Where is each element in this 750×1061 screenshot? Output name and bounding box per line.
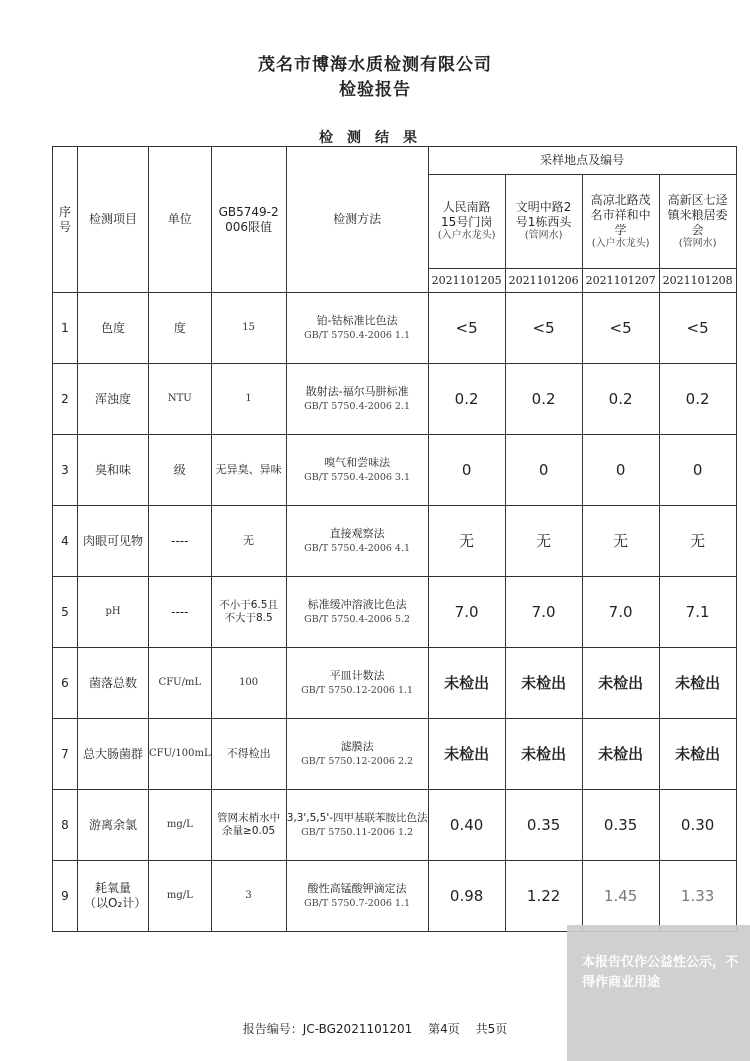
row-limit: 管网末梢水中余量≥0.05 [211, 790, 286, 861]
site-code: 2021101207 [582, 269, 659, 293]
result-value: 无 [659, 506, 736, 577]
row-unit: ---- [149, 506, 212, 577]
result-value: 无 [428, 506, 505, 577]
method-name: 铂-钴标准比色法 [316, 314, 398, 328]
row-limit: 1 [211, 364, 286, 435]
result-value: 0.98 [428, 861, 505, 932]
site-note: (管网水) [524, 230, 563, 242]
disclaimer-stamp [567, 925, 750, 1061]
row-no: 5 [53, 577, 78, 648]
section-title: 检测结果 [319, 130, 431, 146]
row-item: 浑浊度 [78, 364, 149, 435]
result-value: 7.0 [505, 577, 582, 648]
result-value: 未检出 [659, 719, 736, 790]
report-title: 检验报告 [339, 80, 411, 100]
result-value: 7.0 [428, 577, 505, 648]
report-number: 报告编号：JC-BG2021101201 [242, 1022, 413, 1036]
company-name: 茂名市博海水质检测有限公司 [258, 55, 492, 75]
row-no: 4 [53, 506, 78, 577]
row-method [286, 435, 428, 506]
row-method [286, 293, 428, 364]
result-value: <5 [582, 293, 659, 364]
table-row [53, 790, 737, 861]
result-value: 0.2 [659, 364, 736, 435]
site-header [582, 175, 659, 269]
row-no: 6 [53, 648, 78, 719]
row-item: 总大肠菌群 [78, 719, 149, 790]
row-method [286, 861, 428, 932]
row-item: pH [78, 577, 149, 648]
row-unit: NTU [149, 364, 212, 435]
page-footer [0, 1020, 750, 1037]
table-row [53, 648, 737, 719]
row-limit: 无异臭、异味 [211, 435, 286, 506]
row-unit: CFU/mL [149, 648, 212, 719]
site-note: (管网水) [678, 237, 717, 249]
row-method [286, 719, 428, 790]
table-row [53, 506, 737, 577]
result-value: 无 [505, 506, 582, 577]
result-value: 未检出 [659, 648, 736, 719]
row-no: 1 [53, 293, 78, 364]
results-table [52, 146, 737, 932]
site-code: 2021101205 [428, 269, 505, 293]
site-note: (入户水龙头) [437, 230, 496, 242]
row-unit: mg/L [149, 790, 212, 861]
result-value: 0.40 [428, 790, 505, 861]
result-value: 7.0 [582, 577, 659, 648]
result-value: 1.45 [582, 861, 659, 932]
method-standard: GB/T 5750.4-2006 1.1 [304, 329, 411, 341]
method-standard: GB/T 5750.4-2006 4.1 [304, 542, 411, 554]
table-row [53, 364, 737, 435]
site-code: 2021101206 [505, 269, 582, 293]
result-value: 无 [582, 506, 659, 577]
method-standard: GB/T 5750.12-2006 2.2 [301, 755, 414, 767]
site-name: 高新区七迳镇米粮居委会 [667, 192, 728, 237]
row-unit: ---- [149, 577, 212, 648]
method-name: 嗅气和尝味法 [324, 456, 391, 470]
method-standard: GB/T 5750.4-2006 5.2 [304, 613, 411, 625]
page-number: 第4页 [428, 1022, 460, 1036]
row-limit: 不小于6.5且不大于8.5 [211, 577, 286, 648]
row-method [286, 506, 428, 577]
result-value: 未检出 [505, 719, 582, 790]
row-item: 色度 [78, 293, 149, 364]
result-value: 0 [582, 435, 659, 506]
table-row [53, 719, 737, 790]
row-unit: 级 [149, 435, 212, 506]
row-method [286, 577, 428, 648]
result-value: 0 [428, 435, 505, 506]
result-value: 0.35 [582, 790, 659, 861]
row-limit: 无 [211, 506, 286, 577]
method-name: 3,3',5,5'-四甲基联苯胺比色法 [286, 811, 428, 824]
table-row [53, 861, 737, 932]
result-value: 0.30 [659, 790, 736, 861]
site-header [428, 175, 505, 269]
site-header [505, 175, 582, 269]
row-unit: mg/L [149, 861, 212, 932]
row-limit: 15 [211, 293, 286, 364]
table-row [53, 577, 737, 648]
result-value: 未检出 [582, 719, 659, 790]
row-item: 肉眼可见物 [78, 506, 149, 577]
method-name: 滤膜法 [340, 740, 374, 754]
row-method [286, 648, 428, 719]
result-value: 未检出 [428, 719, 505, 790]
result-value: 1.33 [659, 861, 736, 932]
result-value: 0.2 [582, 364, 659, 435]
row-limit: 3 [211, 861, 286, 932]
table-row [53, 435, 737, 506]
total-pages: 共5页 [475, 1022, 508, 1036]
row-method [286, 364, 428, 435]
site-name: 人民南路15号门岗 [440, 200, 493, 230]
site-code: 2021101208 [659, 269, 736, 293]
method-name: 平皿计数法 [329, 669, 385, 683]
result-value: 未检出 [582, 648, 659, 719]
row-unit: CFU/100mL [149, 719, 212, 790]
row-item: 耗氧量（以O₂计） [78, 861, 149, 932]
col-header-unit: 单位 [149, 147, 212, 293]
col-header-no: 序号 [53, 147, 78, 293]
site-name: 文明中路2号1栋西头 [515, 200, 572, 230]
result-value: 0.2 [428, 364, 505, 435]
row-method [286, 790, 428, 861]
method-standard: GB/T 5750.11-2006 1.2 [301, 826, 414, 838]
row-limit: 不得检出 [211, 719, 286, 790]
row-no: 9 [53, 861, 78, 932]
col-header-limit: GB5749-2006限值 [211, 147, 286, 293]
col-header-item: 检测项目 [78, 147, 149, 293]
result-value: 0.2 [505, 364, 582, 435]
result-value: 1.22 [505, 861, 582, 932]
row-item: 游离余氯 [78, 790, 149, 861]
method-standard: GB/T 5750.12-2006 1.1 [301, 684, 414, 696]
result-value: <5 [659, 293, 736, 364]
method-name: 直接观察法 [329, 527, 385, 541]
disclaimer-text: 本报告仅作公益性公示，不得作商业用途 [582, 955, 739, 990]
method-name: 散射法-福尔马肼标准 [305, 385, 409, 399]
method-name: 标准缓冲溶液比色法 [307, 598, 407, 612]
table-row [53, 293, 737, 364]
method-standard: GB/T 5750.7-2006 1.1 [304, 897, 411, 909]
result-value: 7.1 [659, 577, 736, 648]
col-header-method: 检测方法 [286, 147, 428, 293]
result-value: 0 [505, 435, 582, 506]
row-unit: 度 [149, 293, 212, 364]
result-value: <5 [505, 293, 582, 364]
method-name: 酸性高锰酸钾滴定法 [307, 882, 407, 896]
row-limit: 100 [211, 648, 286, 719]
row-item: 臭和味 [78, 435, 149, 506]
row-item: 菌落总数 [78, 648, 149, 719]
result-value: 未检出 [505, 648, 582, 719]
method-standard: GB/T 5750.4-2006 2.1 [304, 400, 411, 412]
site-note: (入户水龙头) [591, 237, 650, 249]
method-standard: GB/T 5750.4-2006 3.1 [304, 471, 411, 483]
row-no: 3 [53, 435, 78, 506]
result-value: <5 [428, 293, 505, 364]
result-value: 0.35 [505, 790, 582, 861]
result-value: 0 [659, 435, 736, 506]
row-no: 8 [53, 790, 78, 861]
result-value: 未检出 [428, 648, 505, 719]
row-no: 7 [53, 719, 78, 790]
col-header-sites: 采样地点及编号 [428, 147, 736, 175]
row-no: 2 [53, 364, 78, 435]
site-header [659, 175, 736, 269]
site-name: 高凉北路茂名市祥和中学 [590, 192, 651, 237]
